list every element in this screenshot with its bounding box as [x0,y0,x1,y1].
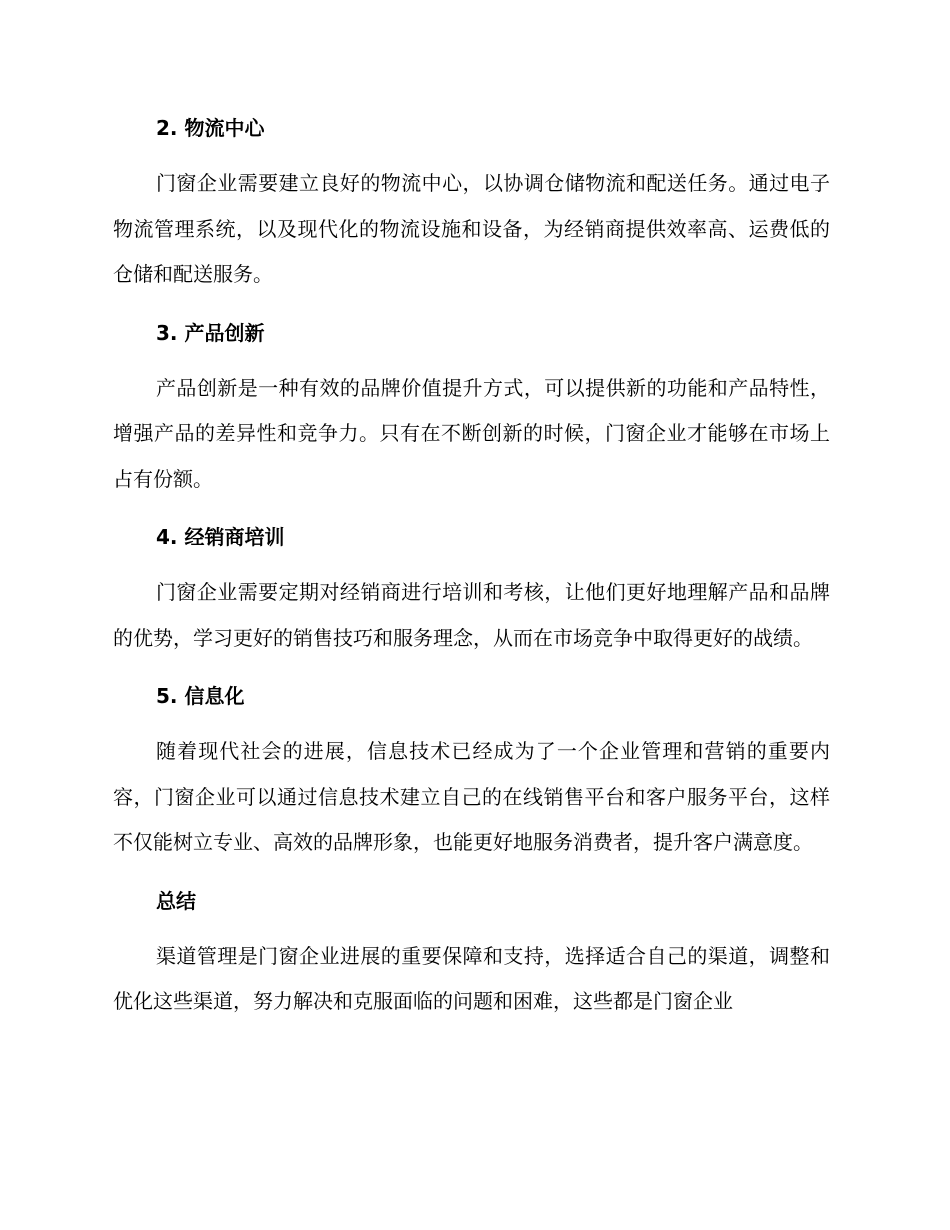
section-heading-informatization: 5. 信息化 [156,684,245,708]
section-paragraph-logistics: 门窗企业需要建立良好的物流中心，以协调仓储物流和配送任务。通过电子物流管理系统，以及现代化的物流设施和设备，为经销商提供效率高、运费低的仓储和配送服务。 [113,171,830,286]
section-heading-summary: 总结 [156,888,196,913]
section-paragraph-innovation: 产品创新是一种有效的品牌价值提升方式，可以提供新的功能和产品特性，增强产品的差异性和竞争力。只有在不断创新的时候，门窗企业才能够在市场上占有份额。 [113,375,830,491]
section-paragraph-summary: 渠道管理是门窗企业进展的重要保障和支持，选择适合自己的渠道，调整和优化这些渠道，努力解决和克服面临的问题和困难，这些都是门窗企业 [113,943,830,1013]
section-heading-logistics: 2. 物流中心 [156,116,265,140]
section-paragraph-informatization: 随着现代社会的进展，信息技术已经成为了一个企业管理和营销的重要内容，门窗企业可以通过信息技术建立自己的在线销售平台和客户服务平台，这样不仅能树立专业、高效的品牌形象，也能更好地服务消费者，提升客户满意度。 [113,739,830,854]
section-heading-innovation: 3. 产品创新 [156,320,265,345]
section-heading-dealer-training: 4. 经销商培训 [156,525,285,549]
section-paragraph-dealer-training: 门窗企业需要定期对经销商进行培训和考核，让他们更好地理解产品和品牌的优势，学习更好的销售技巧和服务理念，从而在市场竞争中取得更好的战绩。 [113,580,830,650]
